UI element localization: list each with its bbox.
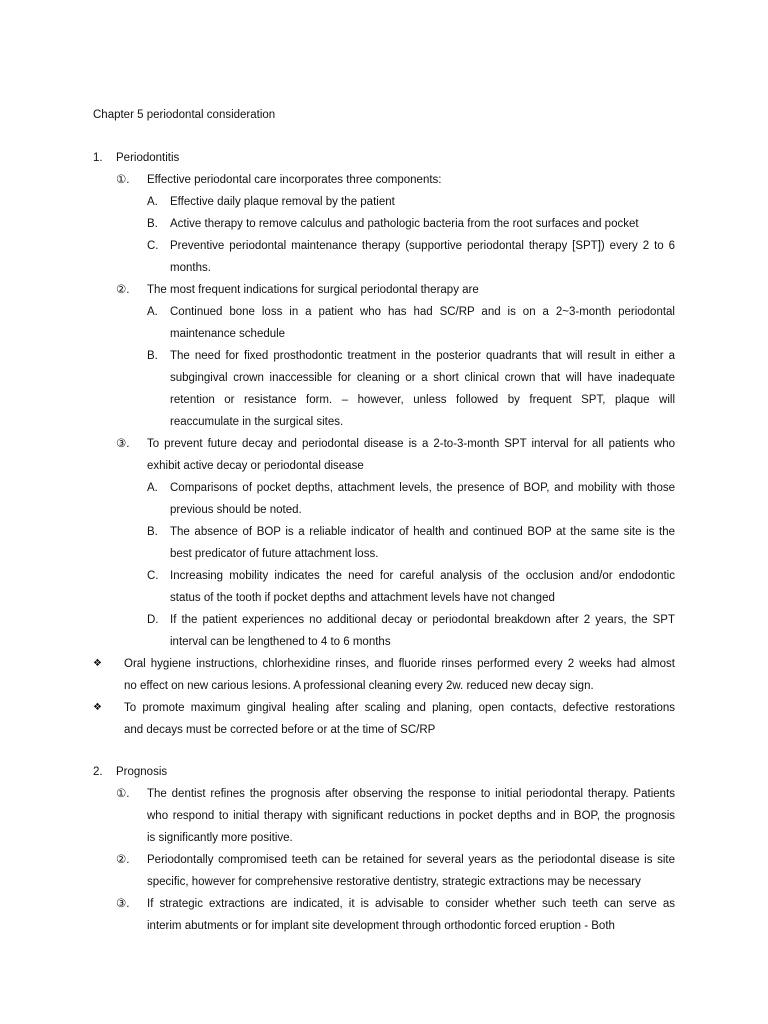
item-text: reaccumulate in the surgical sites.: [170, 416, 344, 428]
circled-number: ②.: [116, 284, 130, 296]
section-number: 1.: [93, 152, 103, 164]
item-text: interval can be lengthened to 4 to 6 months: [170, 636, 391, 648]
item-continuation: [93, 915, 675, 937]
item-letter: B.: [147, 526, 158, 538]
item-continuation: [93, 411, 675, 433]
lettered-item: [93, 301, 675, 323]
item-text: Increasing mobility indicates the need for careful analysis of the occlusion and/or endodontic: [170, 570, 675, 582]
chapter-title: Chapter 5 periodontal consideration: [93, 109, 276, 121]
item-continuation: [93, 719, 675, 741]
item-text: retention or resistance form. – however, unless followed by frequent SPT, plaque will: [170, 394, 675, 406]
diamond-bullet-icon: ❖: [93, 658, 102, 669]
lettered-item: [93, 521, 675, 543]
item-text: If strategic extractions are indicated, it is advisable to consider whether such teeth can serve as: [147, 898, 675, 910]
bullet-item: [93, 697, 675, 719]
item-text: maintenance schedule: [170, 328, 286, 340]
numbered-item: [93, 849, 675, 871]
section-heading: Prognosis: [116, 766, 168, 778]
item-text: Comparisons of pocket depths, attachment levels, the presence of BOP, and mobility with those: [170, 482, 675, 494]
circled-number: ①.: [116, 788, 130, 800]
lettered-item: [93, 235, 675, 257]
item-letter: B.: [147, 218, 158, 230]
item-text: Oral hygiene instructions, chlorhexidine rinses, and fluoride rinses performed every 2 weeks had almost: [124, 658, 675, 670]
item-continuation: [93, 543, 675, 565]
section-heading-row: [93, 761, 675, 783]
item-text: Active therapy to remove calculus and pathologic bacteria from the root surfaces and pocket: [170, 218, 639, 230]
numbered-item: [93, 783, 675, 805]
circled-number: ③.: [116, 898, 130, 910]
lettered-item: [93, 477, 675, 499]
numbered-item: [93, 169, 675, 191]
item-letter: A.: [147, 196, 158, 208]
item-text: best predicator of future attachment loss.: [170, 548, 379, 560]
item-text: The need for fixed prosthodontic treatment in the posterior quadrants that will result in either a: [170, 350, 675, 362]
item-text: Preventive periodontal maintenance therapy (supportive periodontal therapy [SPT]) every 2 to 6: [170, 240, 675, 252]
item-text: exhibit active decay or periodontal disease: [147, 460, 364, 472]
numbered-item: [93, 279, 675, 301]
item-letter: C.: [147, 240, 159, 252]
item-text: If the patient experiences no additional decay or periodontal breakdown after 2 years, the SPT: [170, 614, 675, 626]
item-continuation: [93, 455, 675, 477]
circled-number: ①.: [116, 174, 130, 186]
item-text: The absence of BOP is a reliable indicator of health and continued BOP at the same site is the: [170, 526, 675, 538]
item-text: and decays must be corrected before or at the time of SC/RP: [124, 724, 436, 736]
item-letter: D.: [147, 614, 159, 626]
item-text: specific, however for comprehensive restorative dentistry, strategic extractions may be necessary: [147, 876, 641, 888]
circled-number: ②.: [116, 854, 130, 866]
item-text: status of the tooth if pocket depths and attachment levels have not changed: [170, 592, 555, 604]
item-letter: C.: [147, 570, 159, 582]
item-letter: A.: [147, 482, 158, 494]
item-text: The dentist refines the prognosis after observing the response to initial periodontal therapy. Patients: [147, 788, 675, 800]
item-continuation: [93, 675, 675, 697]
item-continuation: [93, 499, 675, 521]
item-text: months.: [170, 262, 211, 274]
section-heading-row: [93, 147, 675, 169]
item-text: Effective periodontal care incorporates three components:: [147, 174, 442, 186]
section-periodontitis: [93, 147, 675, 741]
item-continuation: [93, 367, 675, 389]
item-text: is significantly more positive.: [147, 832, 293, 844]
item-text: who respond to initial therapy with significant reductions in pocket depths and in BOP, the prognosis: [147, 810, 675, 822]
item-text: Continued bone loss in a patient who has had SC/RP and is on a 2~3-month periodontal: [170, 306, 675, 318]
item-continuation: [93, 389, 675, 411]
item-text: The most frequent indications for surgical periodontal therapy are: [147, 284, 479, 296]
section-number: 2.: [93, 766, 103, 778]
bullet-item: [93, 653, 675, 675]
item-text: Effective daily plaque removal by the patient: [170, 196, 395, 208]
item-text: Periodontally compromised teeth can be retained for several years as the periodontal disease is site: [147, 854, 675, 866]
numbered-item: [93, 893, 675, 915]
item-letter: A.: [147, 306, 158, 318]
item-continuation: [93, 323, 675, 345]
item-text: previous should be noted.: [170, 504, 302, 516]
circled-number: ③.: [116, 438, 130, 450]
numbered-item: [93, 433, 675, 455]
item-continuation: [93, 257, 675, 279]
section-prognosis: [93, 761, 675, 937]
item-text: subgingival crown inaccessible for cleaning or a short clinical crown that will have inadequate: [170, 372, 675, 384]
lettered-item: [93, 609, 675, 631]
item-text: To promote maximum gingival healing after scaling and planing, open contacts, defective restorations: [124, 702, 675, 714]
item-letter: B.: [147, 350, 158, 362]
item-continuation: [93, 631, 675, 653]
item-text: To prevent future decay and periodontal disease is a 2-to-3-month SPT interval for all patients who: [147, 438, 675, 450]
item-continuation: [93, 871, 675, 893]
lettered-item: [93, 345, 675, 367]
item-continuation: [93, 805, 675, 827]
section-heading: Periodontitis: [116, 152, 180, 164]
item-text: interim abutments or for implant site development through orthodontic forced eruption - Both: [147, 920, 615, 932]
item-text: no effect on new carious lesions. A professional cleaning every 2w. reduced new decay sign.: [124, 680, 594, 692]
lettered-item: [93, 565, 675, 587]
item-continuation: [93, 827, 675, 849]
lettered-item: [93, 213, 675, 235]
lettered-item: [93, 191, 675, 213]
item-continuation: [93, 587, 675, 609]
diamond-bullet-icon: ❖: [93, 702, 102, 713]
